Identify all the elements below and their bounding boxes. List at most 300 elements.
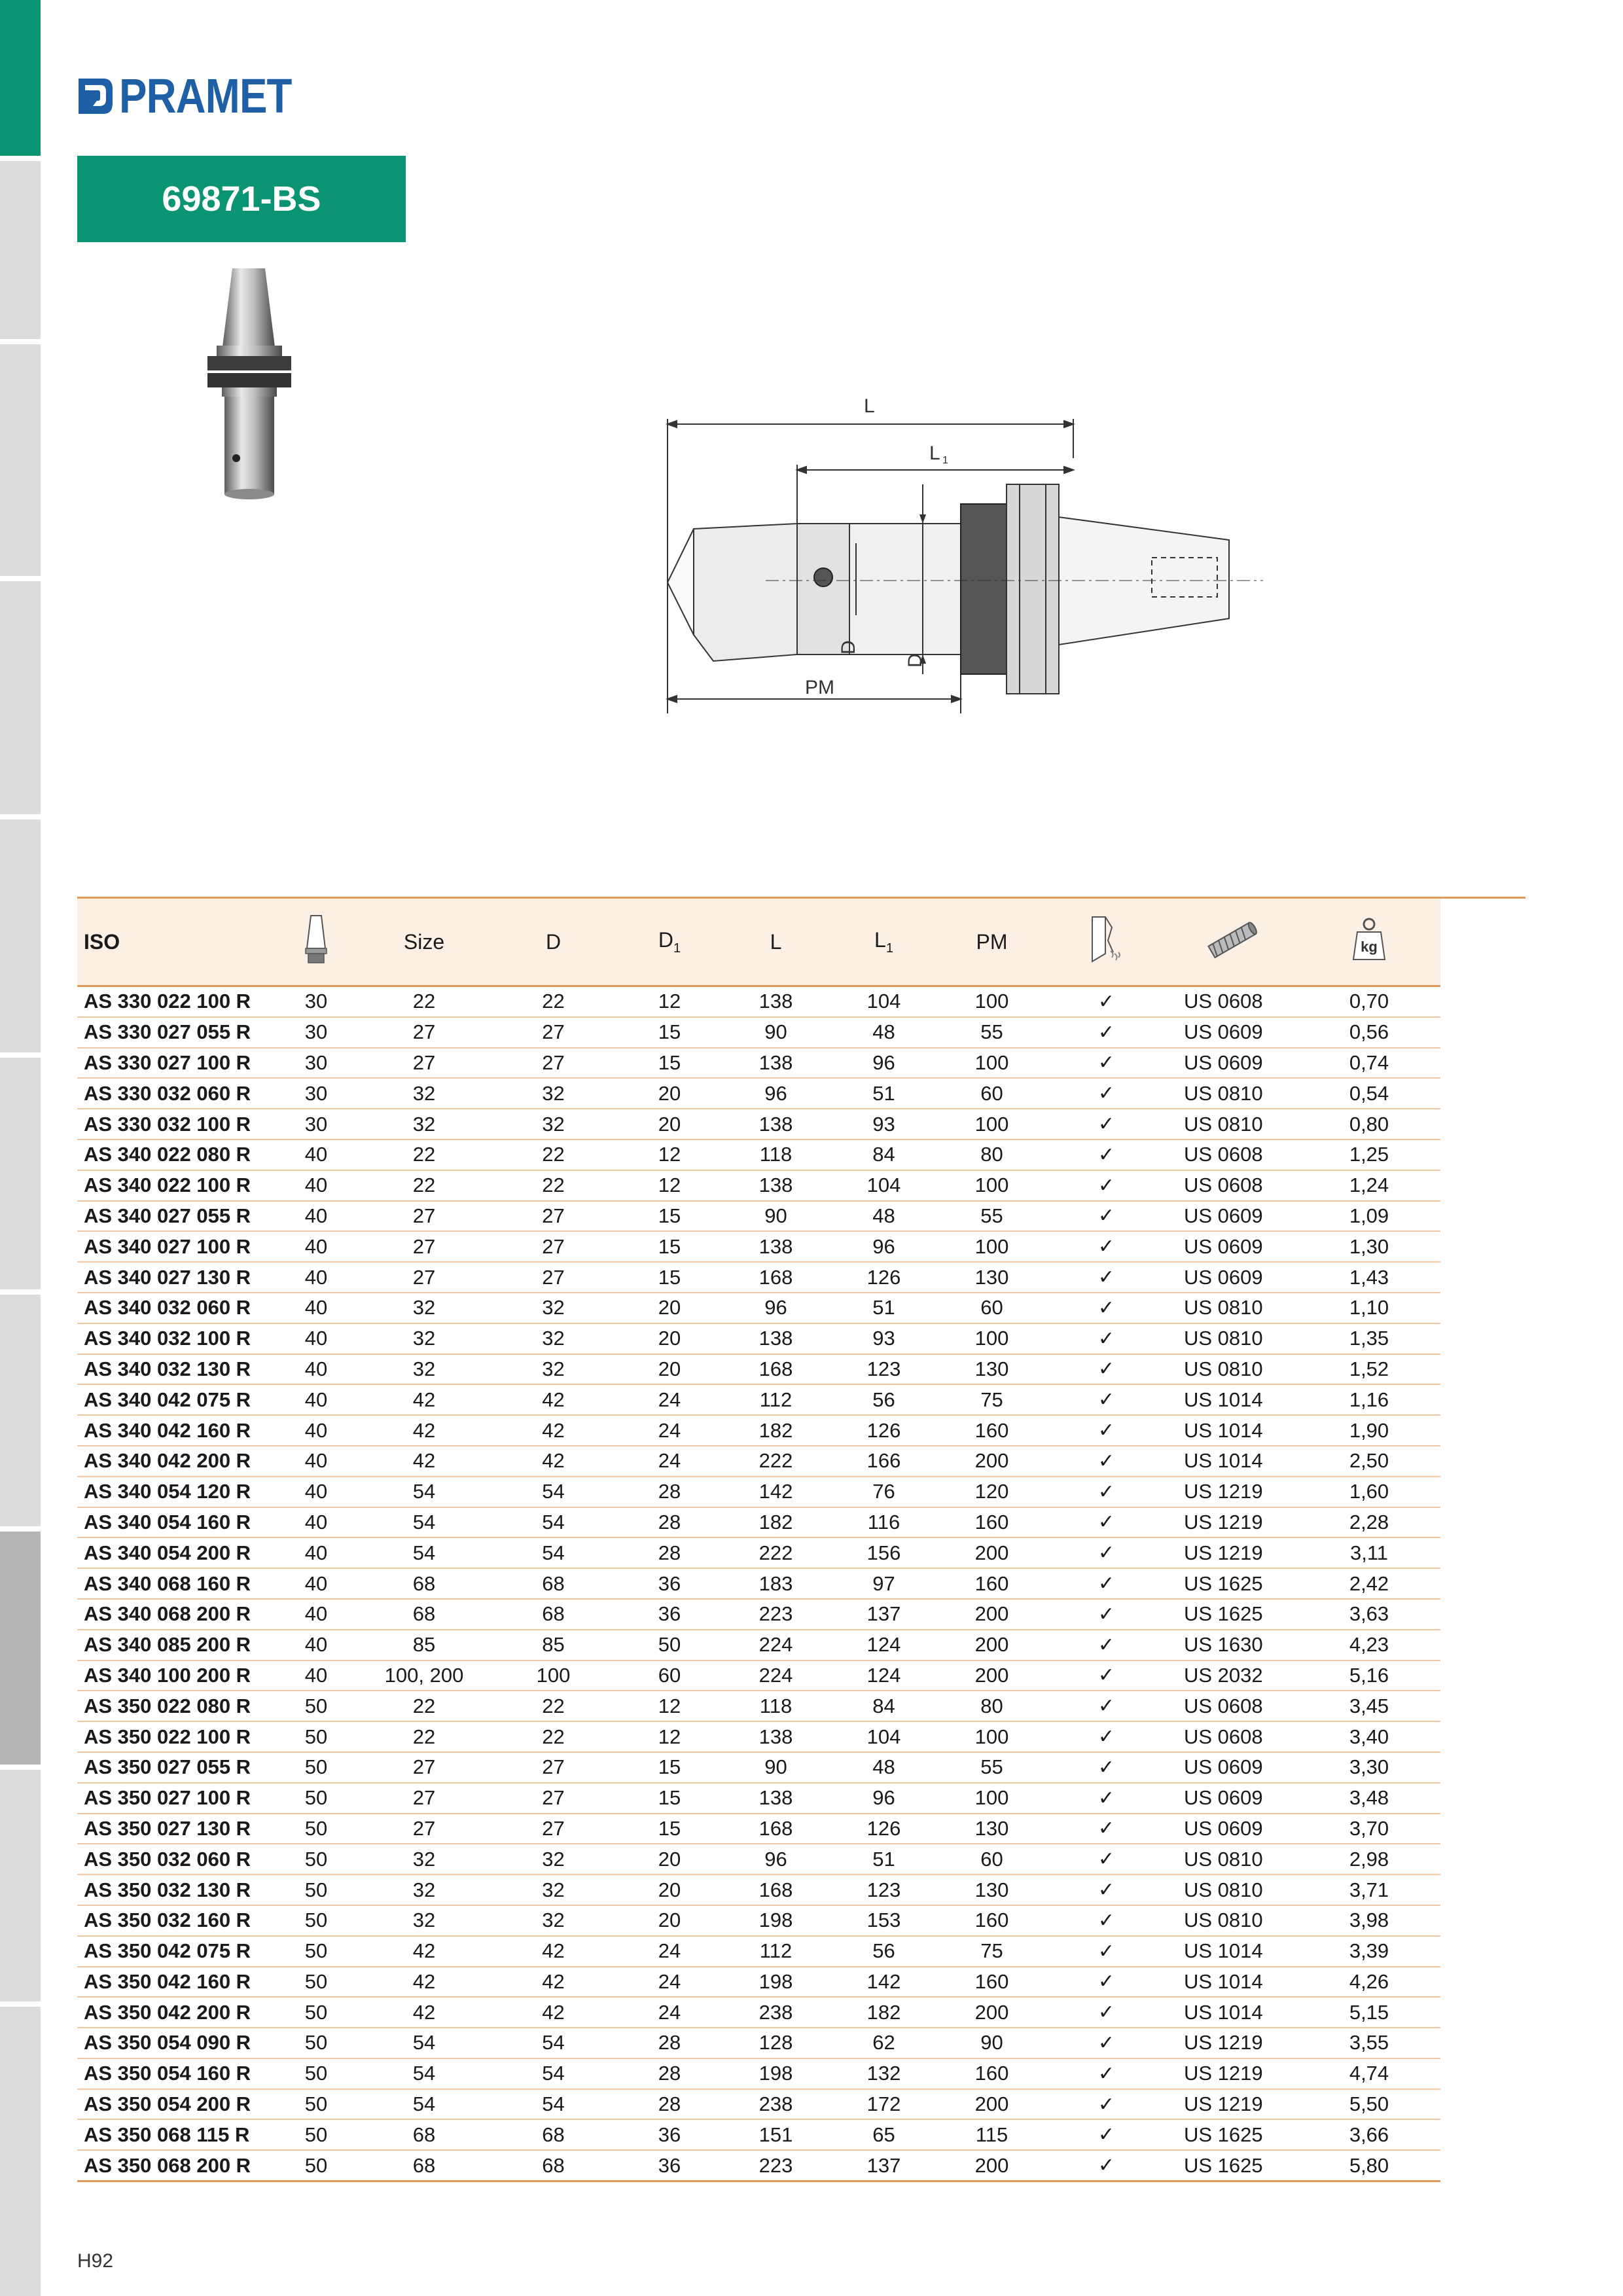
- col-header-d1: [617, 899, 722, 986]
- cell-iso: AS 350 022 080 R: [77, 1691, 274, 1721]
- screw-icon: [1203, 918, 1262, 961]
- cell-d: 68: [490, 1568, 617, 1599]
- cell-d1: 20: [617, 1078, 722, 1109]
- cell-l1: 123: [830, 1874, 938, 1905]
- cell-d: 27: [490, 1814, 617, 1844]
- table-row: [77, 1048, 1525, 1079]
- cell-pm: 200: [938, 1537, 1046, 1568]
- cell-l1: 137: [830, 2150, 938, 2181]
- cell-pm: 200: [938, 1599, 1046, 1630]
- cell-taper: 50: [274, 2150, 359, 2181]
- cell-weight: 1,25: [1298, 1139, 1440, 1170]
- cell-iso: AS 340 027 055 R: [77, 1201, 274, 1232]
- product-table: [77, 897, 1525, 2182]
- cell-d: 22: [490, 1691, 617, 1721]
- sidebar-tab-current-section[interactable]: [0, 1532, 41, 1765]
- cell-iso: AS 350 027 130 R: [77, 1814, 274, 1844]
- col-header-l1: [830, 899, 938, 986]
- cell-iso: AS 350 068 200 R: [77, 2150, 274, 2181]
- table-row: [77, 1201, 1525, 1232]
- cell-iso: AS 350 054 200 R: [77, 2089, 274, 2120]
- cell-d1: 12: [617, 986, 722, 1017]
- cell-screw: US 0810: [1167, 1293, 1298, 1323]
- cell-screw: US 0609: [1167, 1017, 1298, 1048]
- cell-l: 90: [722, 1017, 830, 1048]
- cell-d1: 36: [617, 2119, 722, 2150]
- col-header-l1-main: L: [874, 927, 886, 952]
- cell-coolant: ✓: [1046, 1691, 1167, 1721]
- cell-taper: 40: [274, 1507, 359, 1538]
- cell-l1: 153: [830, 1905, 938, 1936]
- table-row: [77, 2058, 1525, 2089]
- cell-l: 168: [722, 1814, 830, 1844]
- cell-coolant: ✓: [1046, 1721, 1167, 1752]
- cell-taper: 50: [274, 1844, 359, 1874]
- cell-d1: 15: [617, 1201, 722, 1232]
- cell-l1: 96: [830, 1048, 938, 1079]
- cell-d: 42: [490, 1446, 617, 1477]
- cell-d1: 12: [617, 1721, 722, 1752]
- cell-weight: 1,43: [1298, 1262, 1440, 1293]
- cell-size: 32: [359, 1323, 490, 1354]
- cell-iso: AS 350 042 160 R: [77, 1967, 274, 1998]
- table-row: [77, 2028, 1525, 2058]
- cell-weight: 3,66: [1298, 2119, 1440, 2150]
- cell-screw: US 0810: [1167, 1874, 1298, 1905]
- cell-weight: 1,35: [1298, 1323, 1440, 1354]
- cell-l: 168: [722, 1262, 830, 1293]
- cell-coolant: ✓: [1046, 1477, 1167, 1507]
- cell-pm: 100: [938, 1170, 1046, 1201]
- cell-coolant: ✓: [1046, 1323, 1167, 1354]
- cell-screw: US 0608: [1167, 1721, 1298, 1752]
- sidebar-tab[interactable]: [0, 819, 41, 1052]
- cell-screw: US 1219: [1167, 2028, 1298, 2058]
- cell-weight: 3,11: [1298, 1537, 1440, 1568]
- cell-size: 54: [359, 1507, 490, 1538]
- cell-d: 68: [490, 2150, 617, 2181]
- cell-size: 22: [359, 986, 490, 1017]
- col-header-coolant: [1046, 899, 1167, 986]
- dim-label-L: L: [864, 395, 875, 417]
- cell-pm: 160: [938, 1507, 1046, 1538]
- dim-label-PM: PM: [805, 677, 834, 698]
- cell-d: 22: [490, 1139, 617, 1170]
- cell-iso: AS 340 022 100 R: [77, 1170, 274, 1201]
- cell-l: 138: [722, 1783, 830, 1814]
- cell-l1: 104: [830, 1170, 938, 1201]
- cell-coolant: ✓: [1046, 1936, 1167, 1967]
- cell-d: 54: [490, 1537, 617, 1568]
- cell-pm: 160: [938, 1967, 1046, 1998]
- page-number: H92: [77, 2250, 114, 2272]
- table-row: [77, 1323, 1525, 1354]
- cell-screw: US 1219: [1167, 1507, 1298, 1538]
- cell-l: 96: [722, 1293, 830, 1323]
- cell-coolant: ✓: [1046, 1078, 1167, 1109]
- cell-d1: 60: [617, 1660, 722, 1691]
- brand-name: PRAMET: [119, 69, 292, 123]
- cell-weight: 4,74: [1298, 2058, 1440, 2089]
- cell-size: 22: [359, 1139, 490, 1170]
- cell-size: 32: [359, 1109, 490, 1139]
- cell-weight: 3,55: [1298, 2028, 1440, 2058]
- table-row: [77, 1752, 1525, 1783]
- cell-l1: 172: [830, 2089, 938, 2120]
- col-header-d1-sub: 1: [673, 941, 681, 956]
- cell-weight: 0,74: [1298, 1048, 1440, 1079]
- sidebar-tab[interactable]: [0, 1295, 41, 1526]
- table-row: [77, 1783, 1525, 1814]
- dim-label-D1: D: [838, 640, 859, 655]
- cell-pm: 200: [938, 1660, 1046, 1691]
- cell-l1: 51: [830, 1078, 938, 1109]
- cell-pm: 100: [938, 1323, 1046, 1354]
- cell-l: 224: [722, 1630, 830, 1660]
- cell-size: 68: [359, 2119, 490, 2150]
- cell-l: 112: [722, 1936, 830, 1967]
- cell-size: 42: [359, 1384, 490, 1415]
- cell-iso: AS 340 042 160 R: [77, 1415, 274, 1446]
- cell-coolant: ✓: [1046, 1783, 1167, 1814]
- cell-pm: 60: [938, 1844, 1046, 1874]
- cell-screw: US 0810: [1167, 1323, 1298, 1354]
- cell-screw: US 0608: [1167, 1170, 1298, 1201]
- table-row: [77, 1170, 1525, 1201]
- table-row: [77, 2089, 1525, 2120]
- cell-d: 68: [490, 2119, 617, 2150]
- cell-d1: 28: [617, 1507, 722, 1538]
- cell-coolant: ✓: [1046, 1262, 1167, 1293]
- cell-screw: US 1014: [1167, 1997, 1298, 2028]
- cell-iso: AS 350 042 075 R: [77, 1936, 274, 1967]
- cell-screw: US 1219: [1167, 2058, 1298, 2089]
- taper-icon: [303, 914, 329, 964]
- cell-d: 22: [490, 1170, 617, 1201]
- cell-coolant: ✓: [1046, 1017, 1167, 1048]
- cell-pm: 120: [938, 1477, 1046, 1507]
- cell-iso: AS 340 100 200 R: [77, 1660, 274, 1691]
- cell-l1: 51: [830, 1293, 938, 1323]
- cell-taper: 40: [274, 1139, 359, 1170]
- cell-screw: US 0609: [1167, 1201, 1298, 1232]
- cell-coolant: ✓: [1046, 2058, 1167, 2089]
- cell-weight: 5,80: [1298, 2150, 1440, 2181]
- page-title: 69871-BS: [162, 179, 321, 219]
- cell-taper: 30: [274, 1109, 359, 1139]
- cell-screw: US 1625: [1167, 1568, 1298, 1599]
- cell-weight: 3,71: [1298, 1874, 1440, 1905]
- cell-screw: US 1625: [1167, 2150, 1298, 2181]
- cell-coolant: ✓: [1046, 1814, 1167, 1844]
- cell-iso: AS 330 027 055 R: [77, 1017, 274, 1048]
- cell-d1: 50: [617, 1630, 722, 1660]
- cell-screw: US 0609: [1167, 1231, 1298, 1262]
- cell-l1: 84: [830, 1139, 938, 1170]
- cell-l: 138: [722, 1323, 830, 1354]
- cell-pm: 200: [938, 1997, 1046, 2028]
- cell-size: 85: [359, 1630, 490, 1660]
- cell-screw: US 1014: [1167, 1446, 1298, 1477]
- cell-l: 138: [722, 1109, 830, 1139]
- cell-weight: 3,39: [1298, 1936, 1440, 1967]
- cell-pm: 200: [938, 2150, 1046, 2181]
- cell-iso: AS 350 042 200 R: [77, 1997, 274, 2028]
- cell-size: 27: [359, 1783, 490, 1814]
- cell-size: 32: [359, 1354, 490, 1385]
- cell-pm: 55: [938, 1201, 1046, 1232]
- cell-size: 22: [359, 1721, 490, 1752]
- cell-pm: 100: [938, 1783, 1046, 1814]
- cell-coolant: ✓: [1046, 1752, 1167, 1783]
- table-row: [77, 1721, 1525, 1752]
- weight-icon: [1352, 916, 1386, 962]
- cell-l1: 137: [830, 1599, 938, 1630]
- table-row: [77, 1384, 1525, 1415]
- cell-d: 32: [490, 1905, 617, 1936]
- cell-l1: 126: [830, 1262, 938, 1293]
- cell-iso: AS 350 027 055 R: [77, 1752, 274, 1783]
- cell-pm: 100: [938, 986, 1046, 1017]
- cell-l: 138: [722, 1231, 830, 1262]
- product-code-title: [77, 156, 406, 242]
- table-row: [77, 1936, 1525, 1967]
- cell-d: 85: [490, 1630, 617, 1660]
- cell-weight: 3,40: [1298, 1721, 1440, 1752]
- cell-taper: 40: [274, 1599, 359, 1630]
- cell-l: 182: [722, 1415, 830, 1446]
- cell-d: 54: [490, 2089, 617, 2120]
- cell-size: 68: [359, 1568, 490, 1599]
- cell-size: 27: [359, 1017, 490, 1048]
- cell-iso: AS 340 085 200 R: [77, 1630, 274, 1660]
- table-row: [77, 1844, 1525, 1874]
- cell-d: 100: [490, 1660, 617, 1691]
- cell-weight: 5,50: [1298, 2089, 1440, 2120]
- cell-l: 112: [722, 1384, 830, 1415]
- cell-iso: AS 350 027 100 R: [77, 1783, 274, 1814]
- table-row: [77, 1139, 1525, 1170]
- table-row: [77, 1537, 1525, 1568]
- cell-weight: 1,52: [1298, 1354, 1440, 1385]
- cell-l: 142: [722, 1477, 830, 1507]
- dim-label-D: D: [904, 653, 926, 668]
- cell-l1: 96: [830, 1231, 938, 1262]
- cell-size: 27: [359, 1262, 490, 1293]
- cell-pm: 80: [938, 1139, 1046, 1170]
- cell-taper: 30: [274, 1017, 359, 1048]
- cell-l1: 65: [830, 2119, 938, 2150]
- cell-l1: 104: [830, 986, 938, 1017]
- cell-weight: 3,30: [1298, 1752, 1440, 1783]
- cell-weight: 2,50: [1298, 1446, 1440, 1477]
- cell-coolant: ✓: [1046, 1231, 1167, 1262]
- cell-taper: 40: [274, 1293, 359, 1323]
- sidebar-tab[interactable]: [0, 581, 41, 814]
- cell-d: 32: [490, 1293, 617, 1323]
- cell-taper: 50: [274, 1814, 359, 1844]
- cell-taper: 50: [274, 2119, 359, 2150]
- cell-pm: 130: [938, 1354, 1046, 1385]
- cell-weight: 5,15: [1298, 1997, 1440, 2028]
- cell-d: 32: [490, 1323, 617, 1354]
- cell-l: 223: [722, 2150, 830, 2181]
- cell-d1: 24: [617, 1936, 722, 1967]
- cell-l: 96: [722, 1078, 830, 1109]
- cell-l: 128: [722, 2028, 830, 2058]
- col-header-screw: [1167, 899, 1298, 986]
- cell-coolant: ✓: [1046, 2028, 1167, 2058]
- cell-screw: US 1625: [1167, 1599, 1298, 1630]
- cell-d: 27: [490, 1231, 617, 1262]
- cell-d: 32: [490, 1354, 617, 1385]
- table-row: [77, 2119, 1525, 2150]
- cell-d: 42: [490, 1384, 617, 1415]
- cell-weight: 3,98: [1298, 1905, 1440, 1936]
- sidebar-tab[interactable]: [0, 1770, 41, 2001]
- sidebar-tab[interactable]: [0, 161, 41, 339]
- cell-pm: 200: [938, 1446, 1046, 1477]
- cell-l: 182: [722, 1507, 830, 1538]
- cell-iso: AS 340 068 160 R: [77, 1568, 274, 1599]
- cell-taper: 50: [274, 1752, 359, 1783]
- cell-l1: 48: [830, 1017, 938, 1048]
- cell-l1: 93: [830, 1109, 938, 1139]
- cell-d1: 36: [617, 2150, 722, 2181]
- cell-d1: 12: [617, 1170, 722, 1201]
- cell-taper: 30: [274, 1078, 359, 1109]
- cell-d1: 20: [617, 1905, 722, 1936]
- cell-iso: AS 350 032 060 R: [77, 1844, 274, 1874]
- table-row: [77, 1814, 1525, 1844]
- cell-d: 27: [490, 1783, 617, 1814]
- cell-iso: AS 330 022 100 R: [77, 986, 274, 1017]
- cell-coolant: ✓: [1046, 1905, 1167, 1936]
- sidebar-tab-active[interactable]: [0, 0, 41, 156]
- sidebar-tab[interactable]: [0, 1058, 41, 1289]
- cell-weight: 1,60: [1298, 1477, 1440, 1507]
- cell-iso: AS 340 042 075 R: [77, 1384, 274, 1415]
- cell-pm: 100: [938, 1109, 1046, 1139]
- table-row: [77, 1446, 1525, 1477]
- cell-weight: 0,70: [1298, 986, 1440, 1017]
- cell-size: 27: [359, 1814, 490, 1844]
- cell-l1: 62: [830, 2028, 938, 2058]
- cell-screw: US 0608: [1167, 1691, 1298, 1721]
- cell-l: 198: [722, 1967, 830, 1998]
- cell-screw: US 0810: [1167, 1078, 1298, 1109]
- cell-d: 22: [490, 986, 617, 1017]
- cell-pm: 200: [938, 2089, 1046, 2120]
- cell-screw: US 0810: [1167, 1844, 1298, 1874]
- cell-d: 22: [490, 1721, 617, 1752]
- cell-size: 27: [359, 1048, 490, 1079]
- cell-taper: 40: [274, 1630, 359, 1660]
- cell-size: 42: [359, 1446, 490, 1477]
- sidebar-tab[interactable]: [0, 2007, 41, 2296]
- cell-l: 222: [722, 1446, 830, 1477]
- table-row: [77, 1599, 1525, 1630]
- cell-d1: 15: [617, 1752, 722, 1783]
- table-row: [77, 1231, 1525, 1262]
- col-header-iso: ISO: [77, 899, 274, 986]
- cell-weight: 3,45: [1298, 1691, 1440, 1721]
- cell-iso: AS 340 022 080 R: [77, 1139, 274, 1170]
- cell-l: 151: [722, 2119, 830, 2150]
- cell-d1: 12: [617, 1691, 722, 1721]
- cell-pm: 60: [938, 1293, 1046, 1323]
- col-header-l1-sub: 1: [885, 941, 893, 956]
- cell-l1: 156: [830, 1537, 938, 1568]
- cell-size: 27: [359, 1231, 490, 1262]
- cell-d1: 28: [617, 1537, 722, 1568]
- cell-screw: US 0609: [1167, 1752, 1298, 1783]
- cell-weight: 0,54: [1298, 1078, 1440, 1109]
- cell-d1: 24: [617, 1415, 722, 1446]
- cell-screw: US 0608: [1167, 1139, 1298, 1170]
- cell-d: 27: [490, 1262, 617, 1293]
- cell-pm: 200: [938, 1630, 1046, 1660]
- table-row: [77, 1293, 1525, 1323]
- cell-iso: AS 340 027 130 R: [77, 1262, 274, 1293]
- cell-d: 54: [490, 2058, 617, 2089]
- cell-size: 32: [359, 1874, 490, 1905]
- sidebar-tab[interactable]: [0, 344, 41, 576]
- cell-screw: US 0609: [1167, 1783, 1298, 1814]
- cell-d1: 20: [617, 1844, 722, 1874]
- table-row: [77, 1660, 1525, 1691]
- cell-screw: US 1014: [1167, 1415, 1298, 1446]
- table-row: [77, 1017, 1525, 1048]
- cell-taper: 40: [274, 1384, 359, 1415]
- cell-taper: 50: [274, 1936, 359, 1967]
- table-row: [77, 1997, 1525, 2028]
- cell-l1: 76: [830, 1477, 938, 1507]
- cell-iso: AS 350 068 115 R: [77, 2119, 274, 2150]
- cell-d1: 15: [617, 1814, 722, 1844]
- cell-coolant: ✓: [1046, 1844, 1167, 1874]
- cell-l: 168: [722, 1874, 830, 1905]
- cell-screw: US 1014: [1167, 1384, 1298, 1415]
- cell-pm: 75: [938, 1384, 1046, 1415]
- cell-l: 238: [722, 2089, 830, 2120]
- cell-d: 42: [490, 1415, 617, 1446]
- cell-weight: 2,98: [1298, 1844, 1440, 1874]
- cell-pm: 60: [938, 1078, 1046, 1109]
- cell-size: 32: [359, 1078, 490, 1109]
- cell-taper: 40: [274, 1170, 359, 1201]
- cell-iso: AS 340 054 200 R: [77, 1537, 274, 1568]
- cell-l1: 48: [830, 1752, 938, 1783]
- cell-l1: 116: [830, 1507, 938, 1538]
- cell-size: 100, 200: [359, 1660, 490, 1691]
- tool-holder-photo: [193, 262, 308, 504]
- cell-l1: 104: [830, 1721, 938, 1752]
- cell-l: 118: [722, 1139, 830, 1170]
- cell-screw: US 0608: [1167, 986, 1298, 1017]
- cell-d1: 36: [617, 1568, 722, 1599]
- cell-iso: AS 350 032 160 R: [77, 1905, 274, 1936]
- cell-l: 183: [722, 1568, 830, 1599]
- cell-l1: 96: [830, 1783, 938, 1814]
- cell-pm: 55: [938, 1017, 1046, 1048]
- cell-taper: 40: [274, 1660, 359, 1691]
- cell-coolant: ✓: [1046, 1109, 1167, 1139]
- cell-l1: 56: [830, 1936, 938, 1967]
- cell-pm: 160: [938, 2058, 1046, 2089]
- cell-size: 27: [359, 1201, 490, 1232]
- col-header-pm: PM: [938, 899, 1046, 986]
